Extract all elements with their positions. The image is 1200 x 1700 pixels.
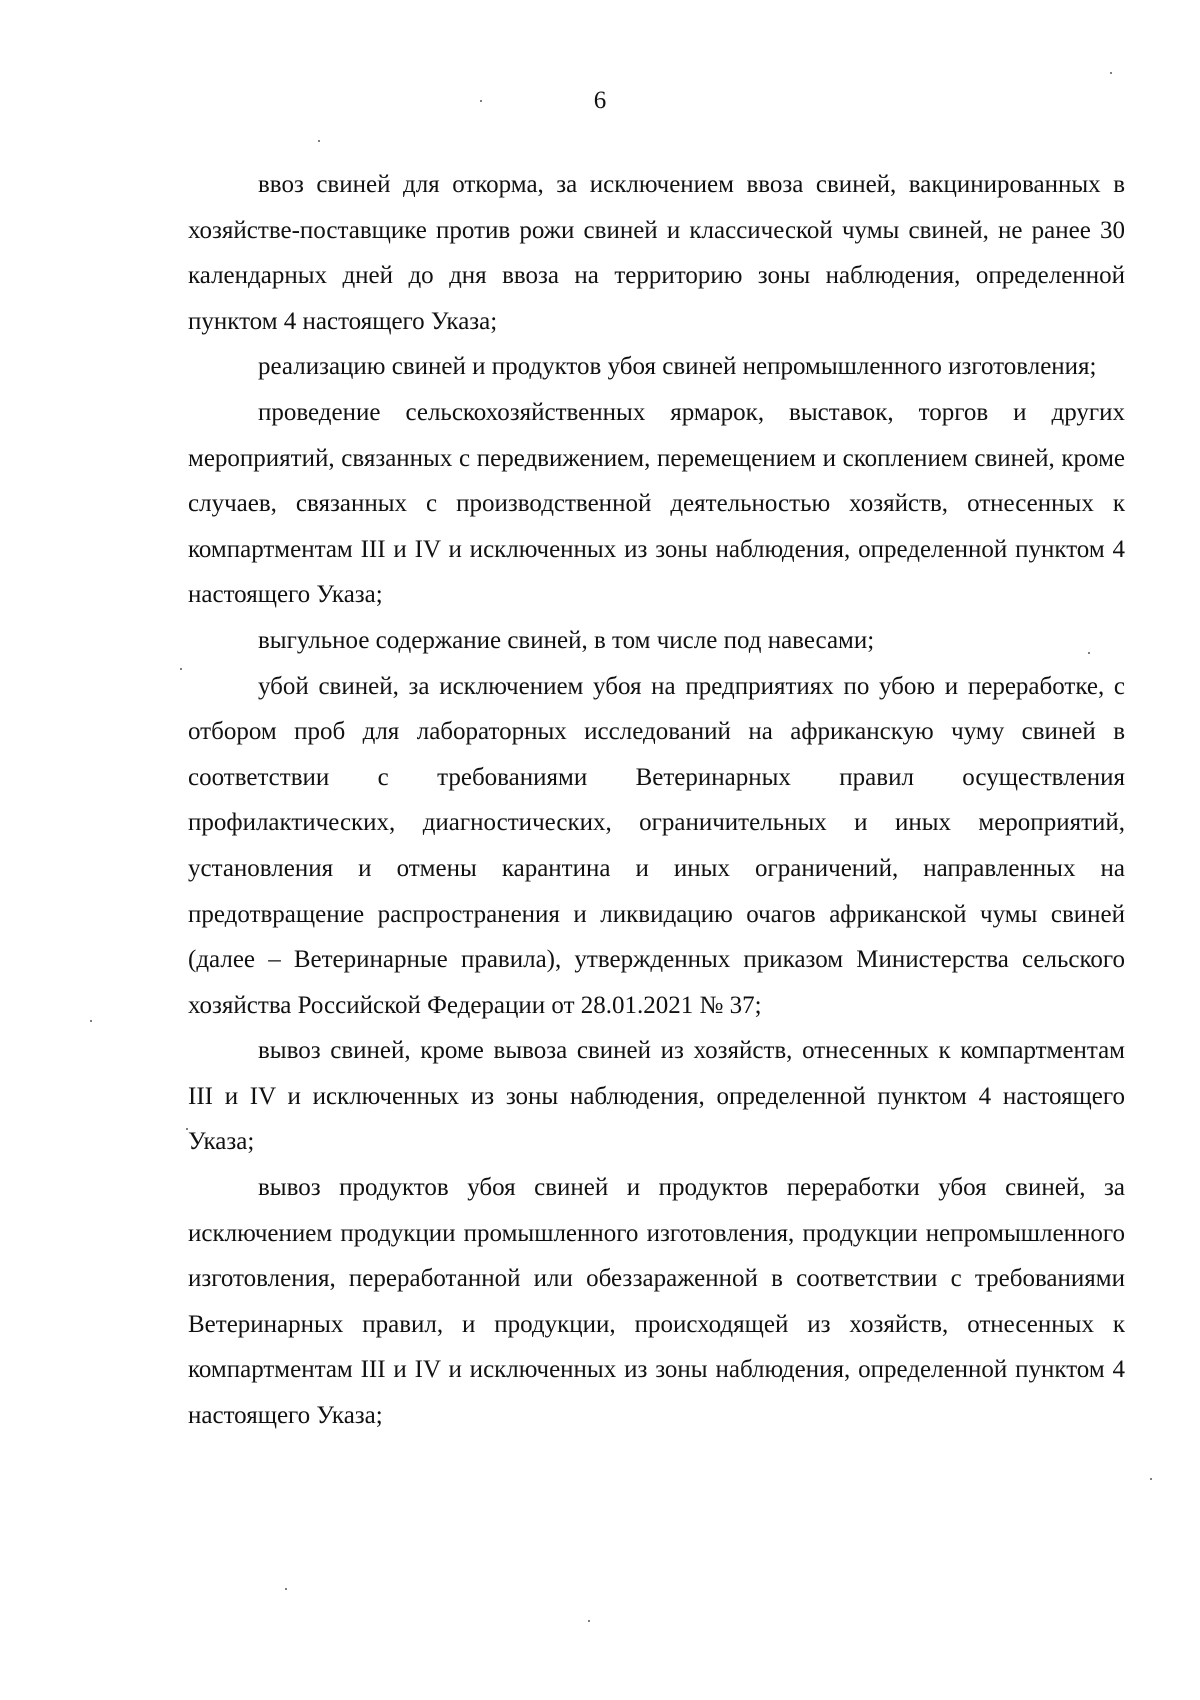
scan-speck xyxy=(285,1588,287,1590)
paragraph-slaughter: убой свиней, за исключением убоя на предприятиях по убою и переработке, с отбором проб для лабораторных исследований на африканскую чуму свиней в соответствии с требованиями Ветеринарных правил осуществления профилактических, диагностических, ограничительных и иных мероприятий, установления и отмены карантина и иных ограничений, направленных на предотвращение распространения и ликвидацию очагов африканской чумы свиней (далее – Ветеринарные правила), утвержденных приказом Министерства сельского хозяйства Российской Федерации от 28.01.2021 № 37; xyxy=(188,672,1125,1019)
page-number: 6 xyxy=(593,87,607,114)
scan-speck xyxy=(588,1620,590,1622)
scan-speck xyxy=(480,100,482,102)
paragraph-export-of-pigs: вывоз свиней, кроме вывоза свиней из хозяйств, отнесенных к компартментам III и IV и исключенных из зоны наблюдения, определенной пунктом 4 настоящего Указа; xyxy=(188,1037,1125,1156)
scan-speck xyxy=(318,140,320,142)
paragraph-free-range-keeping: выгульное содержание свиней, в том числе под навесами; xyxy=(258,626,875,654)
scan-speck xyxy=(1150,1478,1152,1480)
paragraph-sale-of-pigs: реализацию свиней и продуктов убоя свиней непромышленного изготовления; xyxy=(258,353,1097,381)
paragraph-export-of-products: вывоз продуктов убоя свиней и продуктов переработки убоя свиней, за исключением продукции промышленного изготовления, продукции непромышленного изготовления, переработанной или обеззараженной в соответствии с требованиями Ветеринарных правил, и продукции, происходящей из хозяйств, отнесенных к компартментам III и IV и исключенных из зоны наблюдения, определенной пунктом 4 настоящего Указа; xyxy=(188,1174,1125,1430)
scan-speck xyxy=(186,1128,188,1130)
document-body xyxy=(188,162,1125,1439)
paragraph-import-for-fattening: ввоз свиней для откорма, за исключением ввоза свиней, вакцинированных в хозяйстве-поставщике против рожи свиней и классической чумы свиней, не ранее 30 календарных дней до дня ввоза на территорию зоны наблюдения, определенной пунктом 4 настоящего Указа; xyxy=(188,171,1125,335)
paragraph-fairs-and-exhibitions: проведение сельскохозяйственных ярмарок, выставок, торгов и других мероприятий, связанных с передвижением, перемещением и скоплением свиней, кроме случаев, связанных с производственной деятельностью хозяйств, отнесенных к компартментам III и IV и исключенных из зоны наблюдения, определенной пунктом 4 настоящего Указа; xyxy=(188,398,1125,609)
scan-speck xyxy=(1110,72,1112,74)
scan-speck xyxy=(90,1020,92,1022)
scan-speck xyxy=(1088,652,1090,654)
scan-speck xyxy=(180,668,182,670)
